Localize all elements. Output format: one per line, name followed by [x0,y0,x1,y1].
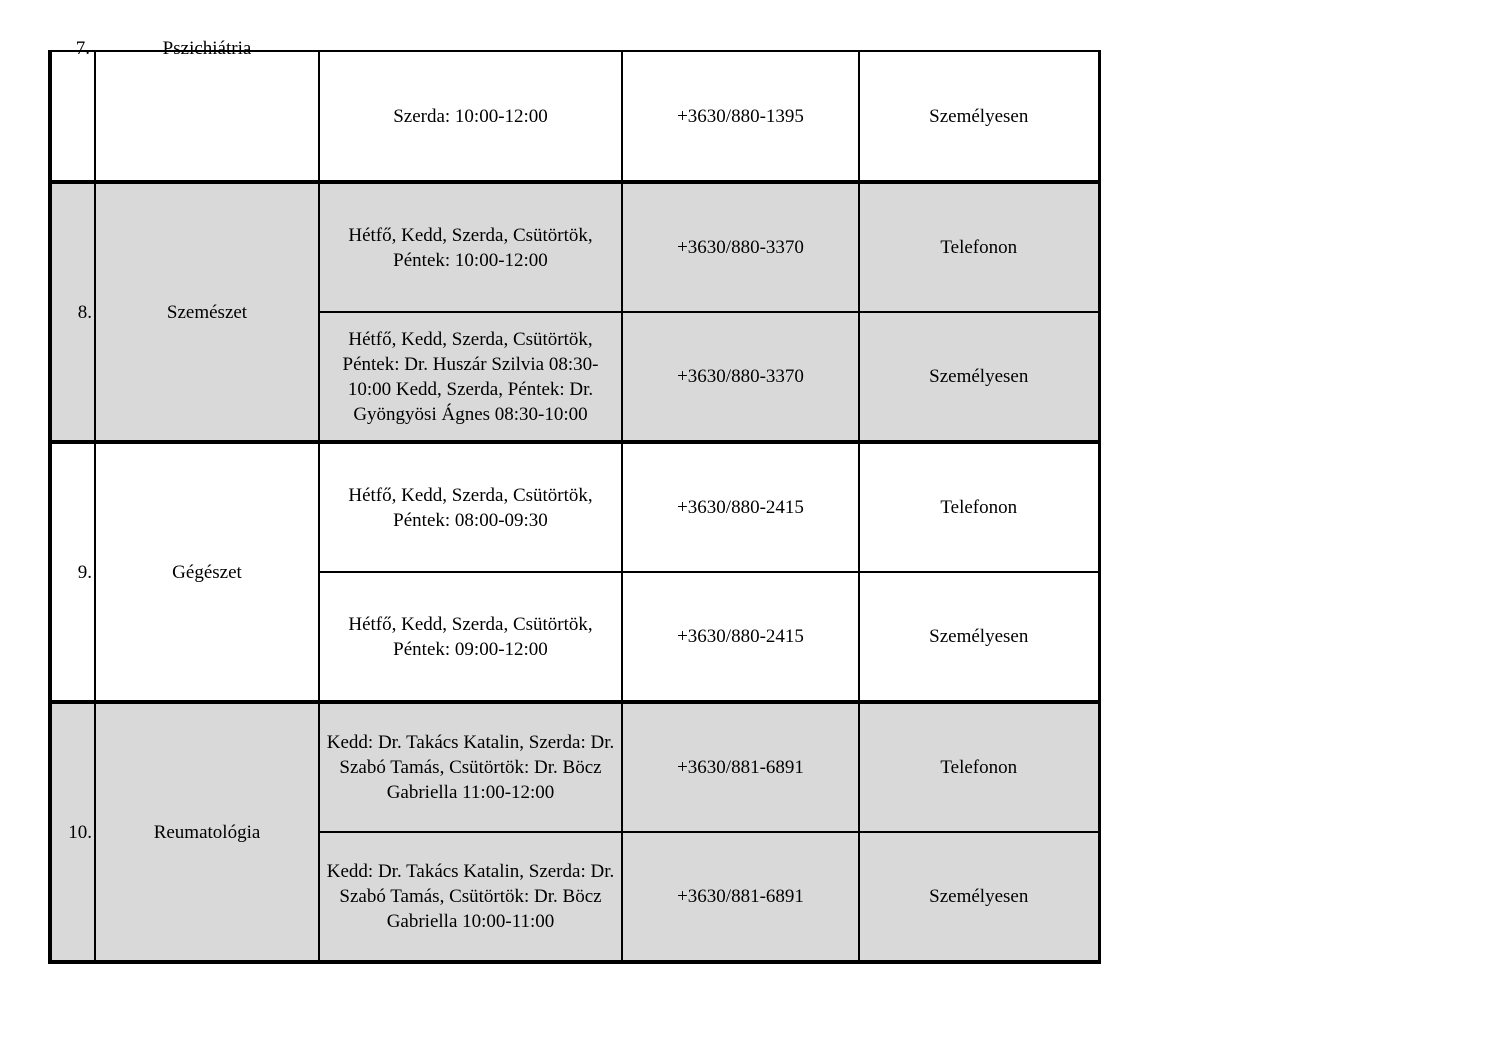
phone-cell: +3630/880-3370 [622,312,859,442]
department-name: Pszichiátria [162,38,252,59]
booking-mode-cell: Személyesen [859,51,1099,182]
table-row [50,442,1099,572]
row-group-8 [50,182,1099,442]
department-name: Gégészet [95,442,319,702]
booking-mode-cell: Személyesen [859,312,1099,442]
schedule-cell: Hétfő, Kedd, Szerda, Csütörtök, Péntek: 08:00-09:30 [319,442,622,572]
booking-mode-cell: Személyesen [859,572,1099,702]
schedule-cell: Hétfő, Kedd, Szerda, Csütörtök, Péntek: 09:00-12:00 [319,572,622,702]
row-number: 10. [50,702,95,962]
schedule-cell: Hétfő, Kedd, Szerda, Csütörtök, Péntek: Dr. Huszár Szilvia 08:30-10:00 Kedd, Szerda, Péntek: Dr. Gyöngyösi Ágnes 08:30-10:00 [319,312,622,442]
phone-cell: +3630/880-2415 [622,442,859,572]
department-cell [95,38,319,182]
schedule-cell: Kedd: Dr. Takács Katalin, Szerda: Dr. Szabó Tamás, Csütörtök: Dr. Böcz Gabriella 10:00-11:00 [319,832,622,962]
schedule-cell: Szerda: 10:00-12:00 [319,51,622,182]
row-number: 9. [50,442,95,702]
booking-mode-cell: Telefonon [859,442,1099,572]
row-group-9 [50,442,1099,702]
table-row [50,702,1099,832]
phone-cell: +3630/880-3370 [622,182,859,312]
phone-cell: +3630/880-1395 [622,51,859,182]
department-name: Szemészet [95,182,319,442]
row-number-cell [50,38,95,182]
table-row [50,51,1099,182]
booking-mode-cell: Telefonon [859,702,1099,832]
booking-mode-cell: Személyesen [859,832,1099,962]
table-row [50,182,1099,312]
phone-cell: +3630/881-6891 [622,702,859,832]
booking-mode-cell: Telefonon [859,182,1099,312]
phone-cell: +3630/880-2415 [622,572,859,702]
schedule-cell: Hétfő, Kedd, Szerda, Csütörtök, Péntek: 10:00-12:00 [319,182,622,312]
department-name: Reumatológia [95,702,319,962]
row-group-10 [50,702,1099,962]
row-number: 7. [75,38,90,59]
phone-cell: +3630/881-6891 [622,832,859,962]
row-group-7 [50,38,1099,182]
consultation-schedule-table [48,38,1101,964]
row-number: 8. [50,182,95,442]
schedule-cell: Kedd: Dr. Takács Katalin, Szerda: Dr. Szabó Tamás, Csütörtök: Dr. Böcz Gabriella 11:00-12:00 [319,702,622,832]
